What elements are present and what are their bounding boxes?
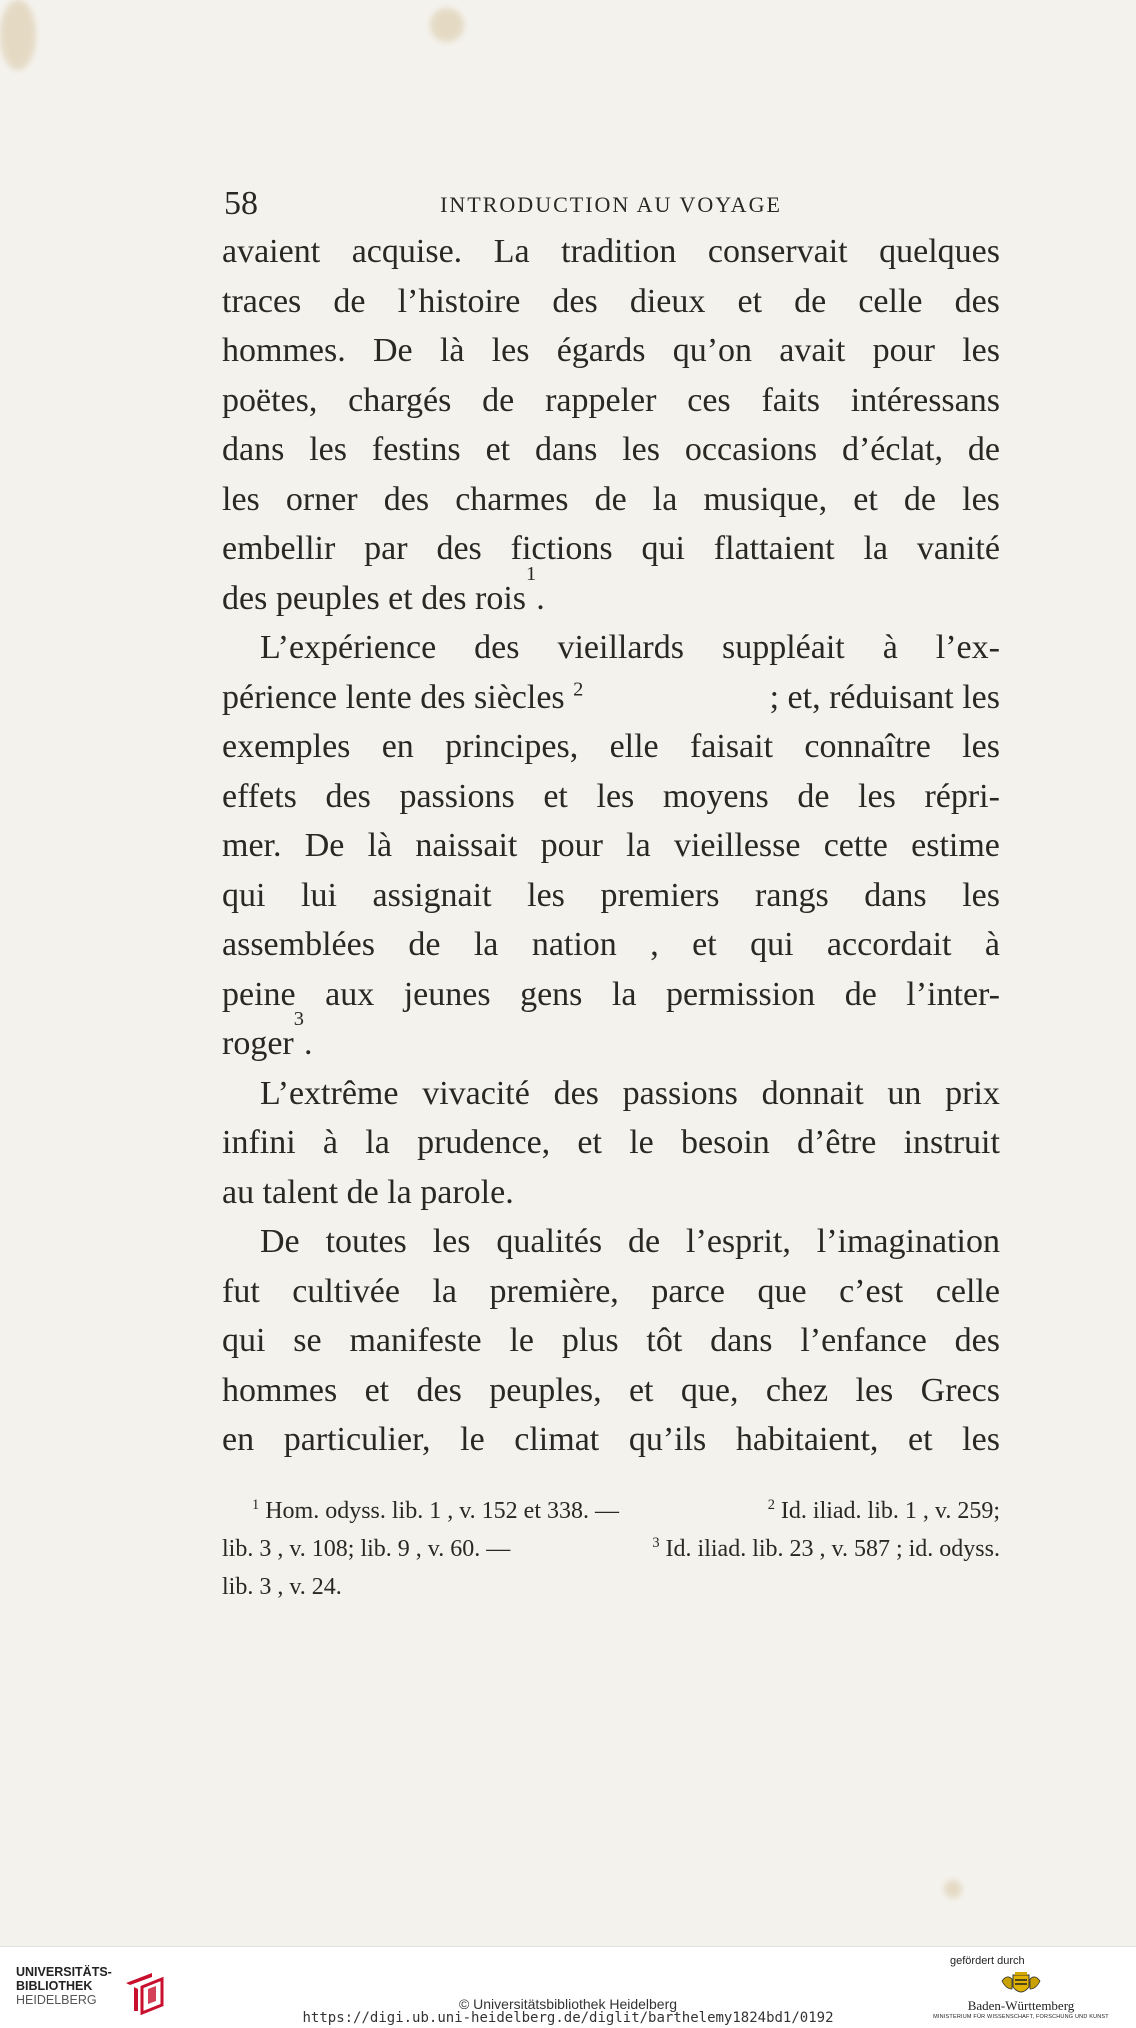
word: suppléait (721, 629, 845, 666)
word: de (967, 431, 1000, 468)
text-span: périence lente des siècles (222, 678, 565, 716)
word: la (432, 1272, 457, 1310)
word: et (908, 1421, 933, 1458)
word: particulier, (283, 1421, 431, 1458)
word: poëtes, (222, 381, 318, 419)
word: l’ex- (935, 629, 1000, 666)
text-line (222, 425, 1000, 475)
word: la (473, 926, 499, 963)
word: passions (399, 777, 515, 815)
word: à (322, 1124, 339, 1161)
paper-stain (430, 8, 464, 42)
word: qui (641, 530, 685, 567)
running-title: INTRODUCTION AU VOYAGE (440, 192, 782, 217)
word: La (493, 233, 530, 270)
word: De (260, 1223, 300, 1260)
word: tradition (561, 233, 677, 270)
word: à (984, 926, 1000, 963)
word: aux (325, 975, 375, 1013)
word: et (364, 1371, 390, 1409)
word: la (365, 1124, 390, 1161)
word: un (887, 1074, 922, 1112)
word: festins (371, 431, 461, 468)
word: occasions (684, 431, 818, 468)
word: rappeler (545, 381, 657, 419)
page-number: 58 (224, 185, 258, 222)
library-name-line: BIBLIOTHEK (16, 1979, 93, 1993)
note-ref-1: 1 (526, 562, 537, 585)
word: de (482, 381, 515, 419)
word: cultivée (292, 1272, 400, 1310)
word: chargés (348, 381, 452, 419)
word: les (962, 728, 1000, 765)
word: et (692, 926, 717, 963)
word: cette (823, 827, 888, 864)
copyright-notice: © Universitätsbibliothek Heidelberg (458, 1996, 678, 2012)
word: dans (710, 1322, 773, 1359)
word: vivacité (422, 1074, 530, 1112)
word: qualités (496, 1223, 603, 1260)
text-span: des peuples et des rois (222, 579, 527, 617)
text-line (222, 1415, 1000, 1465)
word: plus (561, 1322, 619, 1359)
footnote-text: lib. 3 , v. 108; lib. 9 , v. 60. — (222, 1536, 511, 1562)
library-name-line: HEIDELBERG (16, 1993, 97, 2007)
word: assemblées (222, 926, 375, 963)
text-line (222, 1217, 1000, 1267)
word: de (594, 480, 627, 518)
word: tôt (646, 1322, 683, 1359)
text-line (222, 623, 1000, 673)
word: jeunes (403, 975, 491, 1013)
word: d’être (797, 1124, 877, 1161)
word: et (737, 282, 763, 320)
word: pour (872, 332, 935, 369)
word: infini (222, 1124, 296, 1161)
word: l’imagination (816, 1223, 1000, 1260)
text-span: roger (222, 1025, 294, 1062)
word: et (853, 480, 878, 518)
word: parce (651, 1272, 725, 1310)
word: le (460, 1421, 485, 1458)
word: prudence, (417, 1124, 551, 1161)
word: fut (222, 1272, 260, 1310)
word: fictions (510, 530, 613, 567)
text-line (222, 1366, 1000, 1416)
footnote-marker-2: 2 (767, 1497, 775, 1513)
footnote-line: lib. 3 , v. 24. (222, 1574, 342, 1600)
word: dans (864, 876, 927, 914)
note-ref-2: 2 (573, 678, 584, 701)
word: estime (911, 827, 1000, 864)
word: qu’ils (628, 1421, 707, 1458)
text-line (222, 227, 1000, 277)
text-line (222, 326, 1000, 376)
word: donnait (761, 1074, 864, 1112)
word: les (962, 1421, 1000, 1458)
word: assignait (372, 876, 492, 914)
funding-badge[interactable] (926, 1955, 1116, 2021)
footnote-text: Hom. odyss. lib. 1 , v. 152 et 338. — (259, 1498, 619, 1524)
text-line (222, 920, 1000, 970)
word: vieillesse (673, 827, 801, 864)
text-line (222, 277, 1000, 327)
text-span: . (536, 579, 545, 617)
word: L’extrême (260, 1074, 399, 1112)
text-line (222, 673, 1000, 723)
word: qui (222, 876, 266, 914)
word: acquise. (351, 233, 463, 270)
word: connaître (804, 728, 931, 765)
word: l’enfance (800, 1322, 927, 1359)
text-line (222, 1267, 1000, 1317)
text-line (222, 376, 1000, 426)
word: peine (222, 975, 296, 1013)
word: en (381, 728, 414, 765)
word: et (577, 1124, 602, 1161)
word: des (553, 1074, 599, 1112)
footnote-span (252, 1492, 619, 1530)
word: de (797, 777, 830, 815)
word: naissait (415, 827, 518, 864)
word: qui (750, 926, 794, 963)
funding-state: Baden-Württemberg (967, 1998, 1075, 2013)
word: des (383, 480, 430, 518)
word: répri- (924, 777, 1000, 815)
text-span: . (303, 1025, 313, 1062)
word: que (757, 1272, 807, 1310)
word: le (629, 1124, 654, 1161)
footnote-marker-1: 1 (252, 1497, 260, 1513)
text-line (222, 772, 1000, 822)
word: orner (285, 480, 358, 518)
word: manifeste (349, 1322, 482, 1359)
text-line (222, 1069, 1000, 1119)
word: hommes (222, 1371, 338, 1409)
word: les (309, 431, 347, 468)
word: premiers (600, 876, 720, 914)
word: embellir (222, 530, 336, 567)
word: avaient (222, 233, 321, 270)
word: des (416, 1371, 462, 1409)
word: de (628, 1223, 661, 1260)
word: effets (222, 777, 297, 815)
word: de (408, 926, 441, 963)
word: par (364, 530, 408, 567)
word: les (962, 876, 1000, 914)
word: et (485, 431, 511, 468)
word: de (333, 282, 366, 320)
word: charmes (455, 480, 569, 518)
word: et (628, 1371, 654, 1409)
word: les (962, 480, 1000, 518)
word: là (367, 827, 393, 864)
funding-ministry: MINISTERIUM FÜR WISSENSCHAFT, FORSCHUNG UND KUNST (933, 2014, 1109, 2020)
word: les (222, 480, 260, 518)
word: des (436, 530, 482, 567)
word: ces (687, 381, 731, 419)
word: elle (609, 728, 659, 765)
word: Grecs (920, 1371, 1000, 1409)
word: les (596, 777, 635, 815)
footnote-marker-3: 3 (652, 1535, 660, 1551)
text-line (222, 1008, 1000, 1069)
text-line (222, 475, 1000, 525)
word: traces (222, 282, 302, 320)
word: De (372, 332, 413, 369)
word: la (863, 530, 889, 567)
word: des (325, 777, 371, 815)
word: avait (779, 332, 846, 369)
word: hommes. (222, 332, 346, 369)
word: dieux (629, 282, 706, 320)
permalink-url[interactable]: https://digi.ub.uni-heidelberg.de/diglit/barthelemy1824bd1/0192 (302, 2010, 834, 2026)
word: instruit (903, 1124, 1000, 1161)
word: prix (945, 1074, 1000, 1112)
word: l’histoire (397, 282, 521, 320)
word: flattaient (713, 530, 835, 567)
word: de (794, 282, 827, 320)
word: celle (935, 1272, 1000, 1310)
word: les (855, 1371, 894, 1409)
word: la (611, 975, 637, 1013)
footnote-span (652, 1530, 1000, 1568)
word: première, (489, 1272, 619, 1310)
word: et (543, 777, 568, 815)
word: là (439, 332, 465, 369)
word: des (552, 282, 598, 320)
word: les (527, 876, 565, 914)
text-line (222, 524, 1000, 574)
footnote-span (768, 1492, 1000, 1530)
paper-stain (0, 0, 36, 70)
word: rangs (755, 876, 829, 914)
word: mer. (222, 827, 282, 864)
word: conservait (707, 233, 848, 270)
text-span: ; et, réduisant les (769, 678, 1000, 716)
word: qu’on (672, 332, 753, 369)
word: en (222, 1421, 255, 1458)
word: peuples, (489, 1371, 602, 1409)
word: quelques (879, 233, 1000, 270)
note-ref-3: 3 (293, 1008, 304, 1030)
word: c’est (839, 1272, 904, 1310)
word: faits (761, 381, 820, 419)
text-line: au talent de la parole. (222, 1173, 514, 1211)
word: l’esprit, (686, 1223, 791, 1260)
word: faisait (689, 728, 774, 765)
word: de (844, 975, 877, 1013)
word: nation (531, 926, 617, 963)
word: musique, (703, 480, 828, 518)
word: l’inter- (906, 975, 1000, 1013)
word: les (491, 332, 530, 369)
word: moyens (662, 777, 769, 815)
word: habitaient, (735, 1421, 879, 1458)
word: les (858, 777, 896, 815)
word: les (432, 1223, 471, 1260)
word: la (652, 480, 678, 518)
text-span (222, 673, 583, 723)
paper-stain (944, 1880, 962, 1898)
funding-label: gefördert durch (950, 1955, 1025, 1967)
word: se (293, 1322, 322, 1359)
footnote-line (222, 1492, 1000, 1530)
body-text (222, 227, 1000, 1465)
footnote-line (222, 1530, 1000, 1568)
word: la (626, 827, 651, 864)
text-line (222, 970, 1000, 1020)
word: pour (540, 827, 603, 864)
word: dans (535, 431, 598, 468)
word: permission (665, 975, 816, 1013)
word: de (903, 480, 937, 518)
text-line (222, 821, 1000, 871)
word: les (962, 332, 1000, 369)
word: égards (556, 332, 646, 369)
word: exemples (222, 728, 351, 765)
word: qui (222, 1322, 266, 1359)
word: d’éclat, (841, 431, 943, 468)
word: vanité (916, 530, 1000, 567)
word: intéressans (850, 381, 1000, 419)
library-name-line: UNIVERSITÄTS- (16, 1965, 112, 1979)
word: le (509, 1322, 535, 1359)
word: besoin (681, 1124, 770, 1161)
footnote-text: Id. iliad. lib. 23 , v. 587 ; id. odyss. (659, 1536, 1000, 1562)
text-line (222, 562, 1000, 624)
word: chez (765, 1371, 829, 1409)
page-header (222, 184, 1000, 224)
word: vieillards (557, 629, 684, 666)
word: toutes (325, 1223, 407, 1260)
state-crest-icon (1000, 1971, 1042, 1999)
word: des (954, 282, 1000, 320)
word: De (304, 827, 345, 864)
word: celle (858, 282, 923, 320)
word: les (622, 431, 660, 468)
word: principes, (445, 728, 579, 765)
word: L’expérience (260, 629, 437, 666)
footnote-text: Id. iliad. lib. 1 , v. 259; (774, 1498, 1000, 1524)
word: , (650, 926, 659, 963)
word: passions (622, 1074, 738, 1112)
word: climat (514, 1421, 600, 1458)
text-line (222, 1316, 1000, 1366)
word: que, (680, 1371, 739, 1409)
word: des (954, 1322, 1000, 1359)
word: lui (301, 876, 337, 914)
word: accordait (826, 926, 952, 963)
word: dans (222, 431, 285, 468)
word: à (882, 629, 898, 666)
footnotes (222, 1492, 1000, 1606)
text-line (222, 722, 1000, 772)
viewer-footer (0, 1946, 1136, 2028)
word: des (474, 629, 520, 666)
text-line (222, 1118, 1000, 1168)
text-line (222, 871, 1000, 921)
word: gens (520, 975, 583, 1013)
